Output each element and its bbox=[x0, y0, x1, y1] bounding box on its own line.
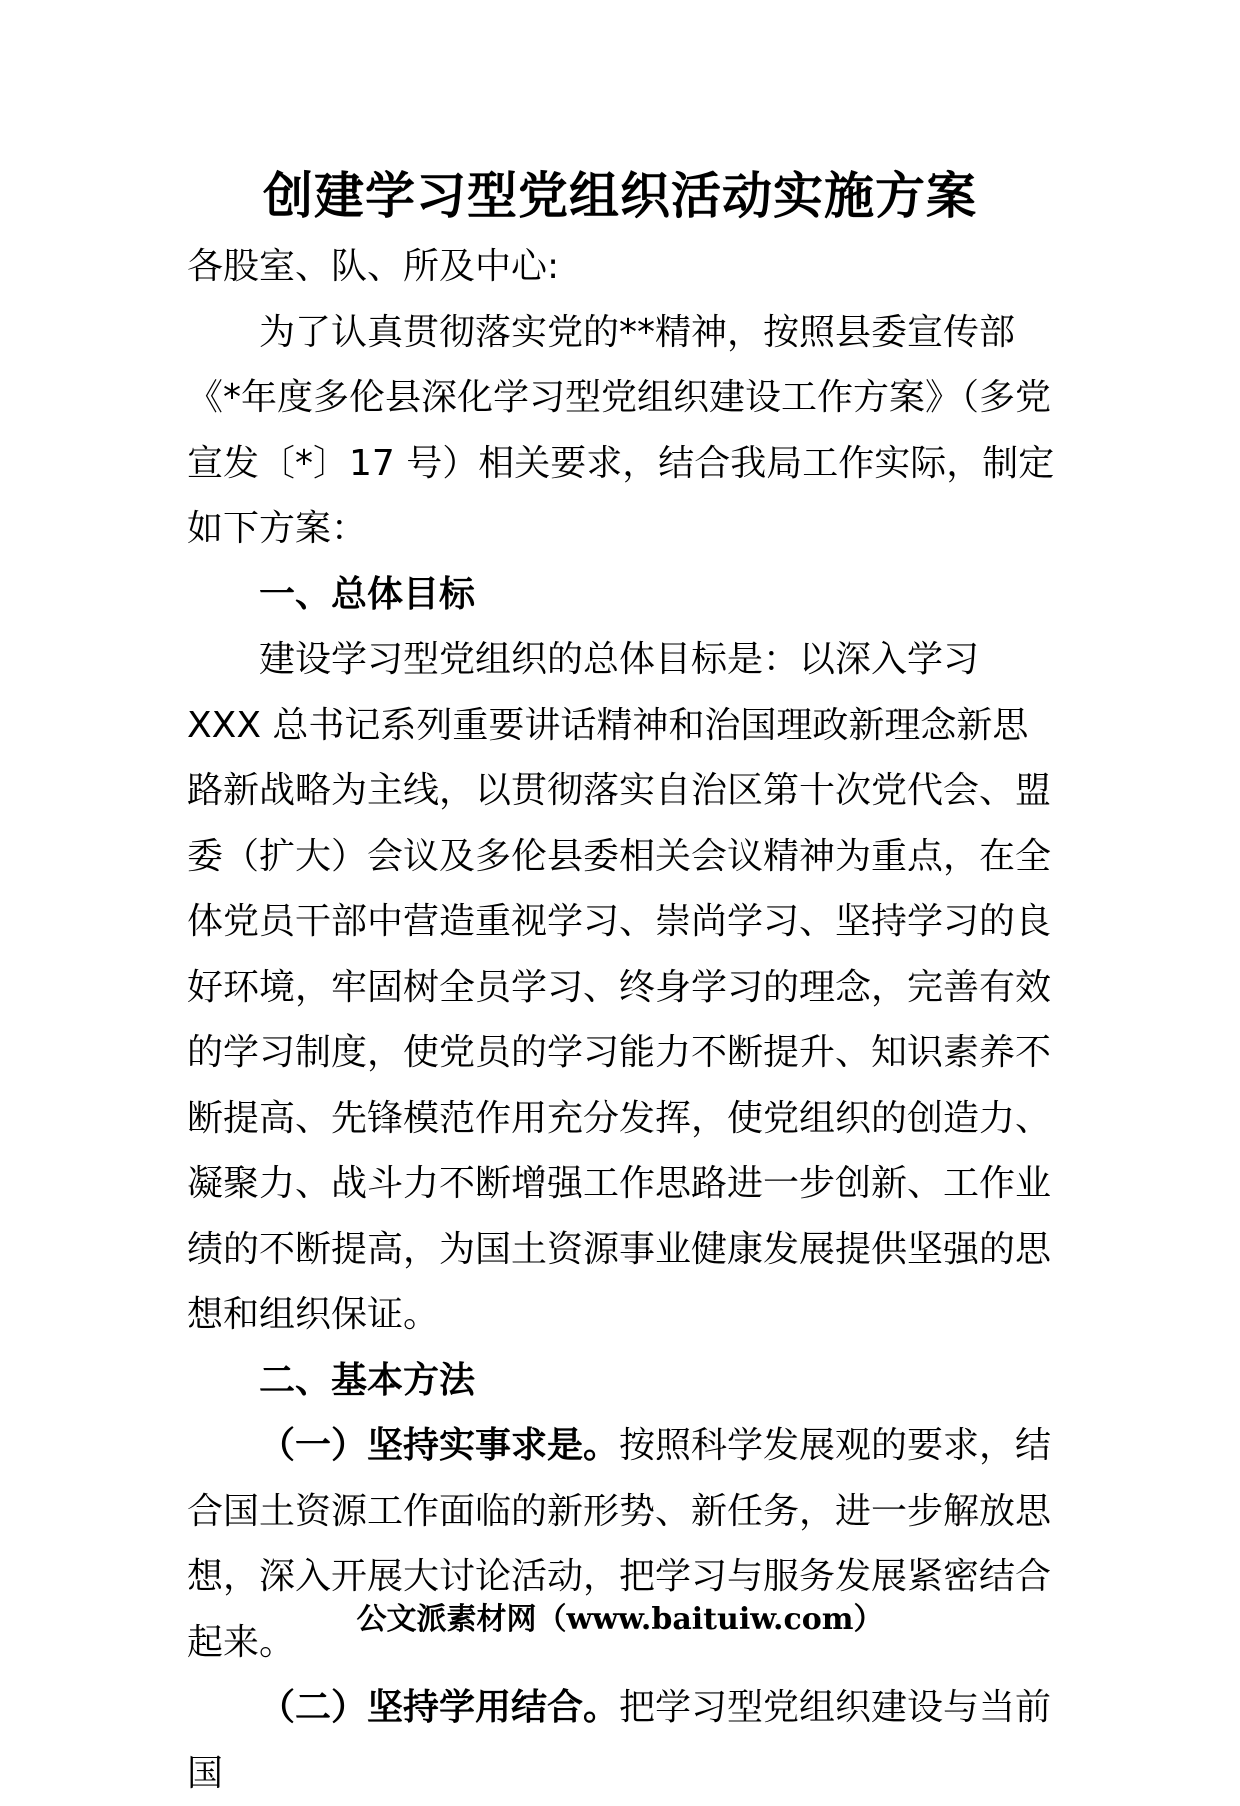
footer-watermark: 公文派素材网（www.baituiw.com） bbox=[356, 1602, 884, 1637]
goals-paragraph: 建设学习型党组织的总体目标是：以深入学习 XXX 总书记系列重要讲话精神和治国理政新理念新思路新战略为主线，以贯彻落实自治区第十次党代会、盟委（扩大）会议及多伦县委相关会议精神为重点，在全体党员干部中营造重视学习、崇尚学习、坚持学习的良好环境，牢固树全员学习、终身学习的理念，完善有效的学习制度，使党员的学习能力不断提升、知识素养不断提高、先锋模范作用充分发挥，使党组织的创造力、凝聚力、战斗力不断增强工作思路进一步创新、工作业绩的不断提高，为国土资源事业健康发展提供坚强的思想和组织保证。 bbox=[187, 639, 1052, 1335]
method-item-1-text: 按照科学发展观的要求，结合国土资源工作面临的新形势、新任务，进一步解放思想，深入开展大讨论活动，把学习与服务发展紧密结合起来。 bbox=[187, 1425, 1052, 1663]
salutation: 各股室、队、所及中心: bbox=[187, 246, 560, 287]
intro-paragraph: 为了认真贯彻落实党的**精神，按照县委宣传部《*年度多伦县深化学习型党组织建设工作方案》（多党宣发〔*〕17 号）相关要求，结合我局工作实际，制定如下方案： bbox=[187, 311, 1055, 549]
document-title: 创建学习型党组织活动实施方案 bbox=[263, 167, 977, 225]
document-body bbox=[187, 234, 1057, 1806]
method-item-2-label: （二）坚持学用结合。 bbox=[259, 1687, 620, 1728]
method-item-2-text: 把学习型党组织建设与当前国 bbox=[187, 1687, 1052, 1794]
method-item-1-label: （一）坚持实事求是。 bbox=[259, 1425, 620, 1466]
method-item-2 bbox=[187, 1675, 1057, 1806]
section-heading-methods: 二、基本方法 bbox=[259, 1359, 476, 1401]
section-heading-goals: 一、总体目标 bbox=[259, 573, 476, 615]
